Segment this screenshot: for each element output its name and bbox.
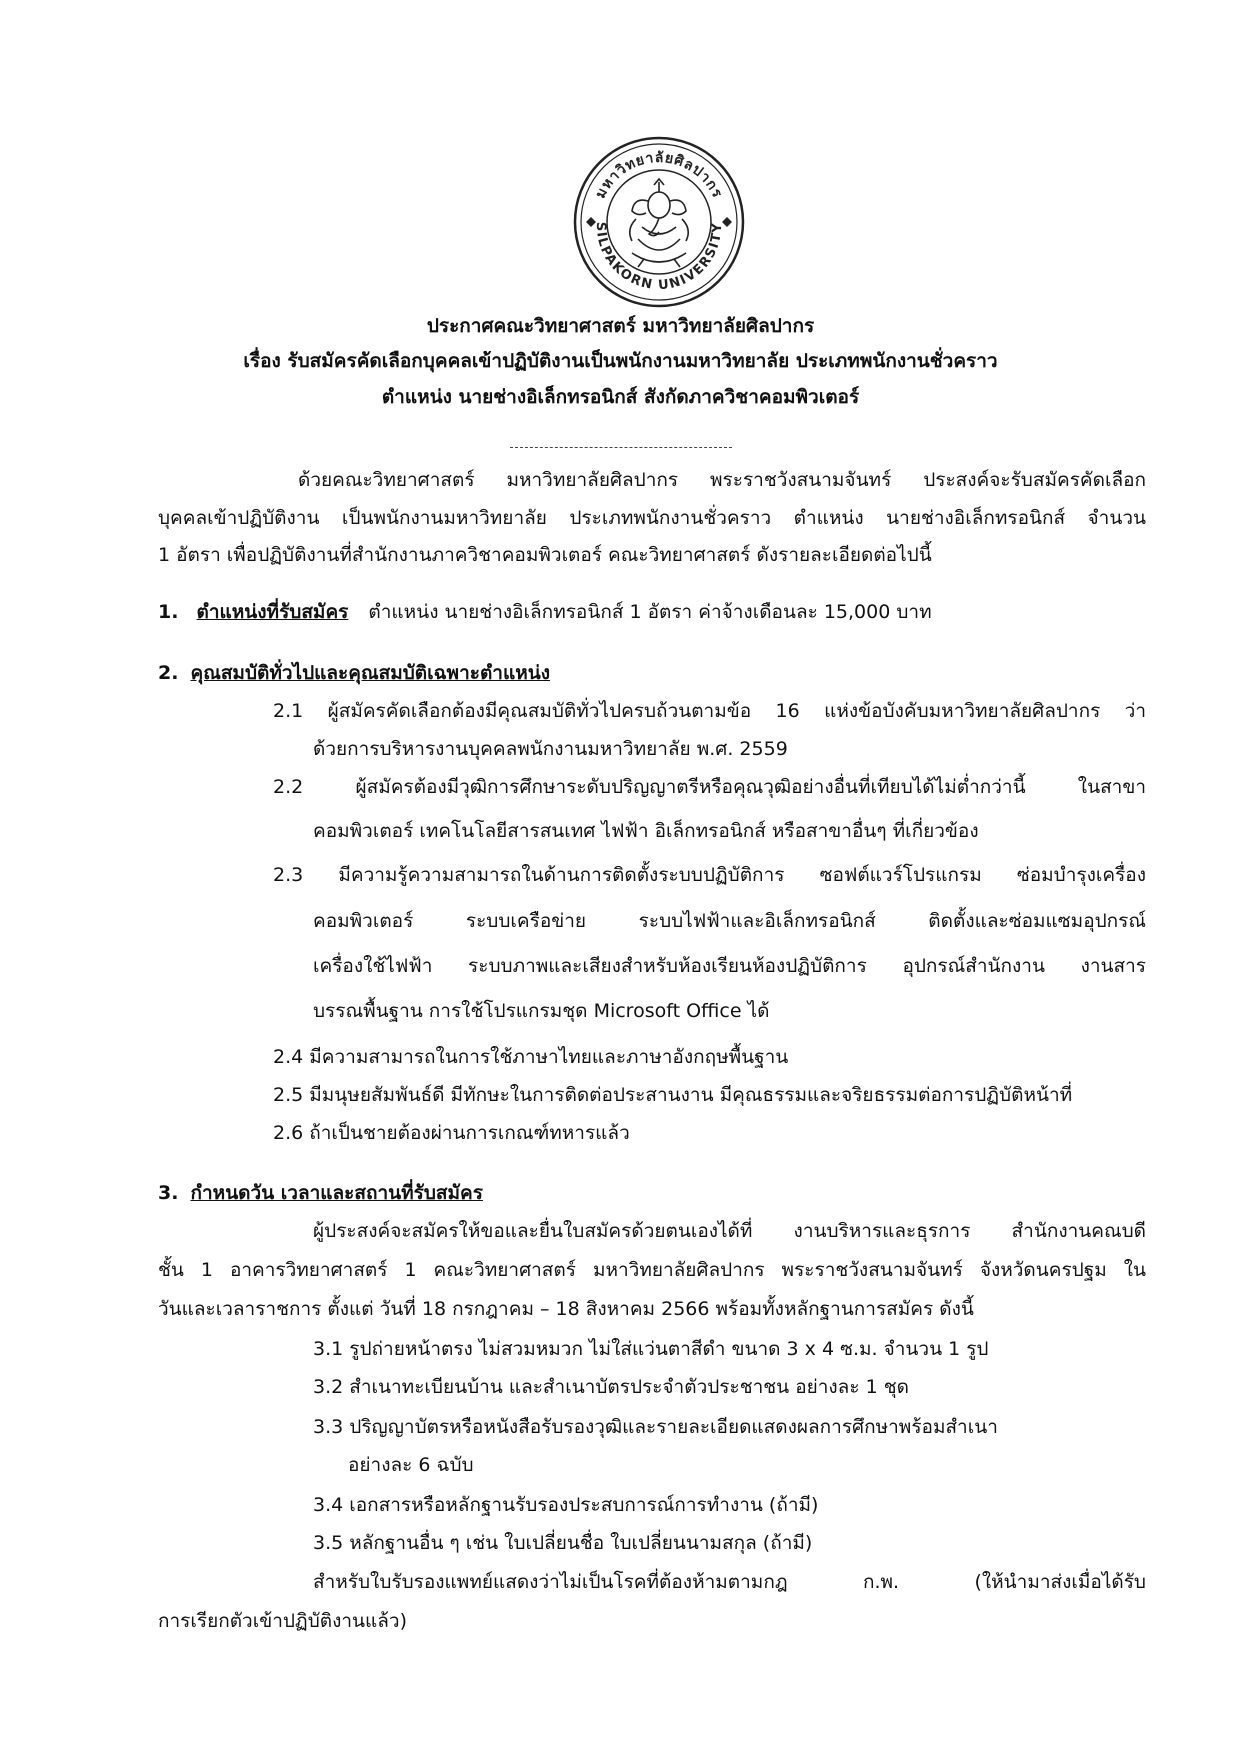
announcement-position: ตำแหน่ง นายช่างอิเล็กทรอนิกส์ สังกัดภาควิชาคอมพิวเตอร์ — [381, 386, 860, 408]
section-3-item-1: 3.1 รูปถ่ายหน้าตรง ไม่สวมหมวก ไม่ใส่แว่นตาสีดำ ขนาด 3 x 4 ซ.ม. จำนวน 1 รูป — [313, 1338, 989, 1360]
section-3-note-line-1: สำหรับใบรับรองแพทย์แสดงว่าไม่เป็นโรคที่ต้องห้ามตามกฎ ก.พ. (ให้นำมาส่งเมื่อได้รับ — [313, 1571, 1146, 1593]
section-2-item-6: 2.6 ถ้าเป็นชายต้องผ่านการเกณฑ์ทหารแล้ว — [273, 1122, 630, 1144]
section-2-item-2-cont: คอมพิวเตอร์ เทคโนโลยีสารสนเทศ ไฟฟ้า อิเล็กทรอนิกส์ หรือสาขาอื่นๆ ที่เกี่ยวข้อง — [313, 820, 979, 842]
section-2-item-1-cont: ด้วยการบริหารงานบุคคลพนักงานมหาวิทยาลัย พ.ศ. 2559 — [313, 738, 788, 760]
section-2-number: 2. — [158, 662, 179, 684]
section-3-heading — [158, 1178, 483, 1208]
intro-line-2: บุคคลเข้าปฏิบัติงาน เป็นพนักงานมหาวิทยาลัย ประเภทพนักงานชั่วคราว ตำแหน่ง นายช่างอิเล็กทรอนิกส์ จำนวน — [158, 507, 1146, 529]
intro-line-1: ด้วยคณะวิทยาศาสตร์ มหาวิทยาลัยศิลปากร พระราชวังสนามจันทร์ ประสงค์จะรับสมัครคัดเลือก — [298, 469, 1146, 491]
section-2-item-3: 2.3 มีความรู้ความสามารถในด้านการติดตั้งระบบปฏิบัติการ ซอฟต์แวร์โปรแกรม ซ่อมบำรุงเครื่อง — [273, 864, 1146, 886]
section-3-item-4: 3.4 เอกสารหรือหลักฐานรับรองประสบการณ์การทำงาน (ถ้ามี) — [313, 1494, 819, 1516]
section-3-item-3: 3.3 ปริญญาบัตรหรือหนังสือรับรองวุฒิและรายละเอียดแสดงผลการศึกษาพร้อมสำเนา — [313, 1416, 998, 1438]
section-2-heading — [158, 658, 550, 688]
section-2-item-4: 2.4 มีความสามารถในการใช้ภาษาไทยและภาษาอังกฤษพื้นฐาน — [273, 1046, 789, 1068]
section-1-text: ตำแหน่ง นายช่างอิเล็กทรอนิกส์ 1 อัตรา ค่าจ้างเดือนละ 15,000 บาท — [368, 601, 932, 623]
section-3-item-2: 3.2 สำเนาทะเบียนบ้าน และสำเนาบัตรประจำตัวประชาชน อย่างละ 1 ชุด — [313, 1376, 909, 1398]
section-3-item-3-cont: อย่างละ 6 ฉบับ — [348, 1454, 474, 1476]
section-2-item-3-cont-1: คอมพิวเตอร์ ระบบเครือข่าย ระบบไฟฟ้าและอิเล็กทรอนิกส์ ติดตั้งและซ่อมแซมอุปกรณ์ — [313, 910, 1146, 932]
header-divider — [510, 447, 732, 448]
section-3-para-line-2: ชั้น 1 อาคารวิทยาศาสตร์ 1 คณะวิทยาศาสตร์ มหาวิทยาลัยศิลปากร พระราชวังสนามจันทร์ จังหวัดนครปฐม ใน — [158, 1259, 1146, 1281]
section-3-note-line-2: การเรียกตัวเข้าปฏิบัติงานแล้ว) — [158, 1610, 407, 1632]
section-1 — [158, 597, 932, 627]
section-3-para-line-1: ผู้ประสงค์จะสมัครให้ขอและยื่นใบสมัครด้วยตนเองได้ที่ งานบริหารและธุรการ สำนักงานคณบดี — [313, 1220, 1146, 1242]
section-2-item-2: 2.2 ผู้สมัครต้องมีวุฒิการศึกษาระดับปริญญาตรีหรือคุณวุฒิอย่างอื่นที่เทียบได้ไม่ต่ำกว่านี้ ในสาขา — [273, 776, 1146, 798]
announcement-subject: เรื่อง รับสมัครคัดเลือกบุคคลเข้าปฏิบัติงานเป็นพนักงานมหาวิทยาลัย ประเภทพนักงานชั่วคราว — [243, 350, 998, 372]
silpakorn-university-seal — [572, 135, 746, 309]
section-2-item-5: 2.5 มีมนุษยสัมพันธ์ดี มีทักษะในการติดต่อประสานงาน มีคุณธรรมและจริยธรรมต่อการปฏิบัติหน้าที่ — [273, 1084, 1073, 1106]
section-1-number: 1. — [158, 601, 179, 623]
section-2-item-1: 2.1 ผู้สมัครคัดเลือกต้องมีคุณสมบัติทั่วไปครบถ้วนตามข้อ 16 แห่งข้อบังคับมหาวิทยาลัยศิลปากร ว่า — [273, 700, 1146, 722]
section-3-number: 3. — [158, 1182, 179, 1204]
section-3-title: กำหนดวัน เวลาและสถานที่รับสมัคร — [190, 1182, 483, 1204]
section-3-para-line-3: วันและเวลาราชการ ตั้งแต่ วันที่ 18 กรกฎาคม – 18 สิงหาคม 2566 พร้อมทั้งหลักฐานการสมัคร ดังนี้ — [158, 1298, 974, 1320]
announcement-title: ประกาศคณะวิทยาศาสตร์ มหาวิทยาลัยศิลปากร — [426, 315, 815, 337]
svg-text:มหาวิทยาลัยศิลปากร — [593, 150, 726, 201]
seal-bottom-text: SILPAKORN UNIVERSITY — [592, 221, 726, 294]
section-2-title: คุณสมบัติทั่วไปและคุณสมบัติเฉพาะตำแหน่ง — [190, 662, 550, 684]
section-3-item-5: 3.5 หลักฐานอื่น ๆ เช่น ใบเปลี่ยนชื่อ ใบเปลี่ยนนามสกุล (ถ้ามี) — [313, 1532, 813, 1554]
section-1-title: ตำแหน่งที่รับสมัคร — [196, 601, 349, 623]
intro-line-3: 1 อัตรา เพื่อปฏิบัติงานที่สำนักงานภาควิชาคอมพิวเตอร์ คณะวิทยาศาสตร์ ดังรายละเอียดต่อไปนี้ — [158, 544, 932, 566]
section-2-item-3-cont-2: เครื่องใช้ไฟฟ้า ระบบภาพและเสียงสำหรับห้องเรียนห้องปฏิบัติการ อุปกรณ์สำนักงาน งานสาร — [313, 955, 1146, 977]
section-2-item-3-cont-3: บรรณพื้นฐาน การใช้โปรแกรมชุด Microsoft Office ได้ — [313, 1000, 770, 1022]
seal-top-text: มหาวิทยาลัยศิลปากร — [592, 149, 726, 202]
